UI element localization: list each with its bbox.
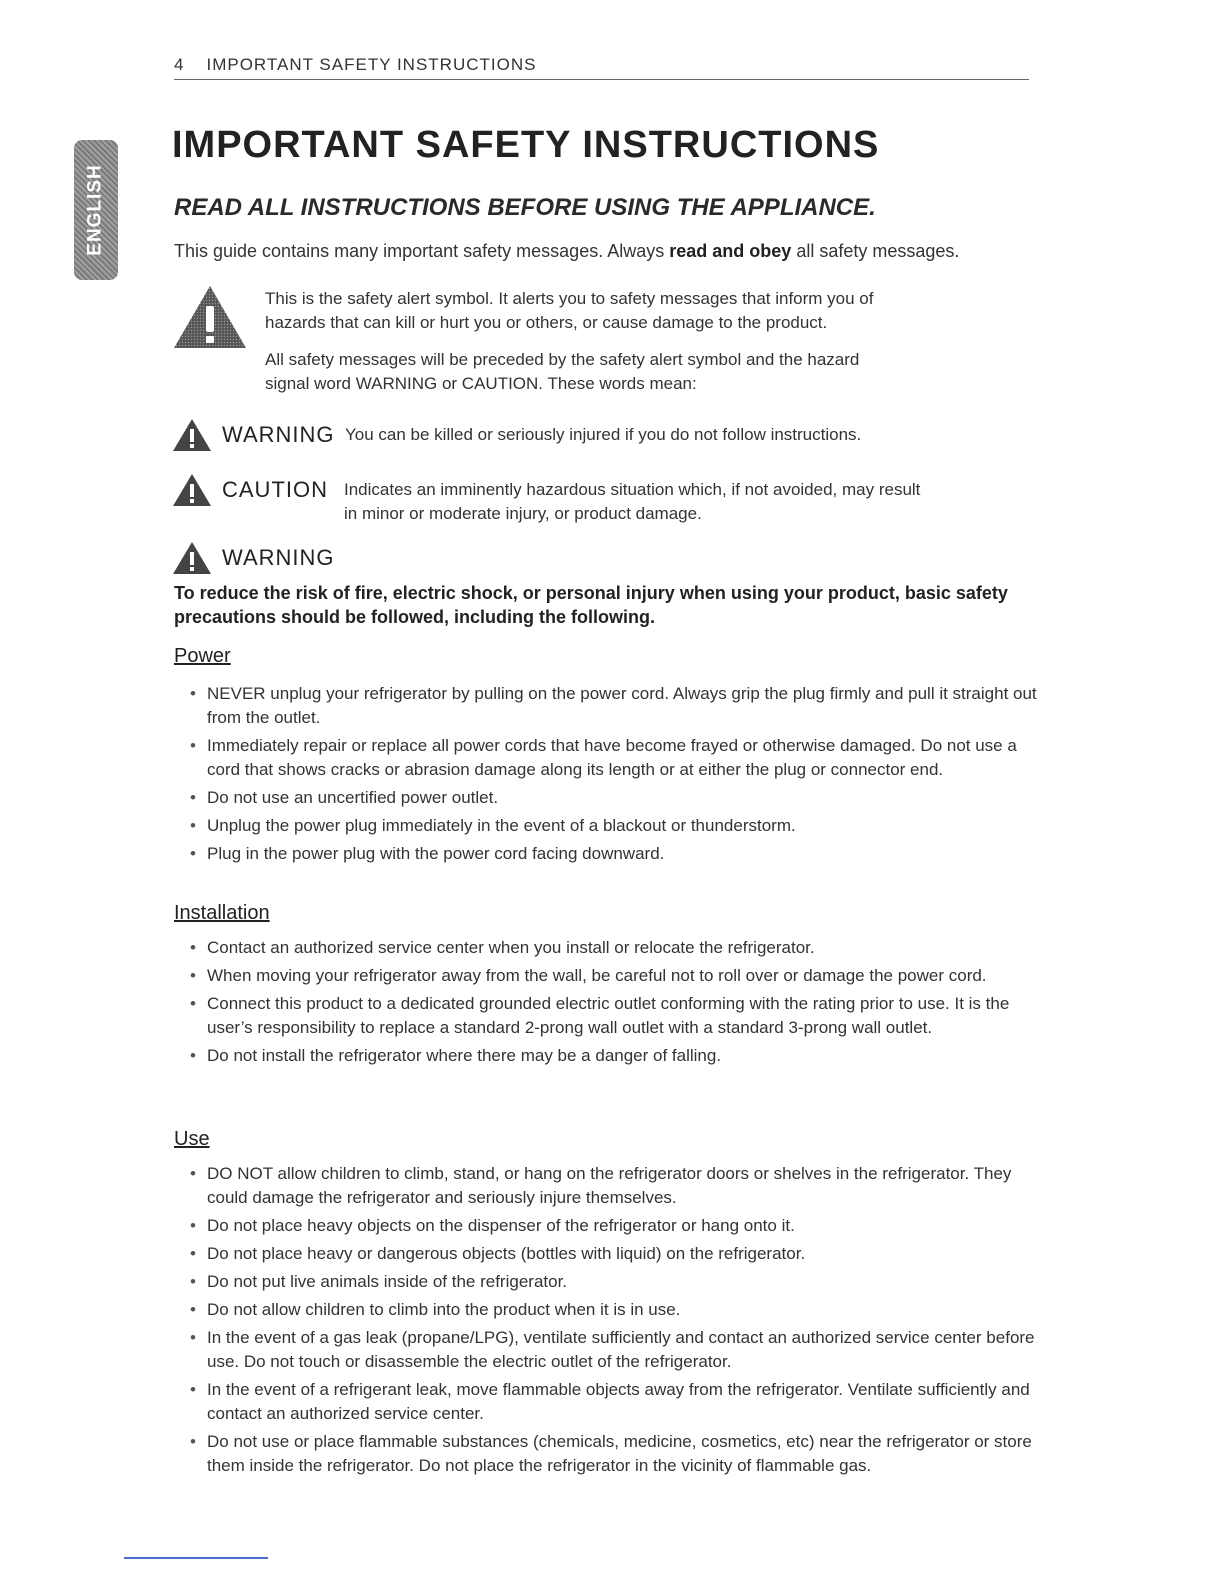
intro-bold: read and obey: [669, 241, 792, 261]
section-title-use: Use: [174, 1128, 210, 1150]
warning-word: WARNING: [222, 422, 335, 447]
list-item: • Unplug the power plug immediately in the event of a blackout or thunderstorm.: [190, 814, 1040, 838]
list-item: • In the event of a gas leak (propane/LPG), ventilate sufficiently and contact an authorized service center before use. Do not touch or disassemble the electric outlet of the refrigerator.: [190, 1326, 1040, 1374]
warning-icon: [172, 418, 212, 452]
list-item: • NEVER unplug your refrigerator by pulling on the power cord. Always grip the plug firmly and pull it straight out from the outlet.: [190, 682, 1040, 730]
intro-text: [174, 241, 959, 262]
list-item: • Do not place heavy or dangerous objects (bottles with liquid) on the refrigerator.: [190, 1242, 1040, 1266]
list-item: • Do not install the refrigerator where there may be a danger of falling.: [190, 1044, 1040, 1068]
page-header: [174, 55, 1029, 80]
list-item: • Do not allow children to climb into the product when it is in use.: [190, 1298, 1040, 1322]
warning-paragraph: To reduce the risk of fire, electric shock, or personal injury when using your product, basic safety precautions should be followed, including the following.: [174, 583, 1008, 627]
installation-list: [190, 936, 1040, 1072]
section-title-power: Power: [174, 645, 231, 667]
footer-divider: [124, 1557, 268, 1559]
page-title: IMPORTANT SAFETY INSTRUCTIONS: [172, 124, 880, 166]
safety-alert-icon: [172, 284, 248, 350]
warning-heading: WARNING: [222, 545, 335, 570]
list-item: • Connect this product to a dedicated grounded electric outlet conforming with the rating prior to use. It is the user’s responsibility to replace a standard 2-prong wall outlet with a standard 3-prong wall outlet.: [190, 992, 1040, 1040]
header-title: IMPORTANT SAFETY INSTRUCTIONS: [206, 55, 537, 74]
language-tab-label: ENGLISH: [85, 164, 107, 256]
list-item: • Contact an authorized service center when you install or relocate the refrigerator.: [190, 936, 1040, 960]
warning-icon: [172, 541, 212, 575]
list-item: • Plug in the power plug with the power cord facing downward.: [190, 842, 1040, 866]
caution-icon: [172, 473, 212, 507]
caution-word: CAUTION: [222, 477, 328, 502]
page-subtitle: READ ALL INSTRUCTIONS BEFORE USING THE APPLIANCE.: [174, 194, 876, 221]
section-title-installation: Installation: [174, 902, 270, 924]
alert-symbol-desc: [265, 287, 1025, 335]
list-item: • Do not place heavy objects on the dispenser of the refrigerator or hang onto it.: [190, 1214, 1040, 1238]
power-list: [190, 682, 1040, 870]
intro-before: This guide contains many important safety messages. Always: [174, 241, 665, 261]
alert-line-3: All safety messages will be preceded by the safety alert symbol and the hazard: [265, 350, 860, 369]
use-list: [190, 1162, 1040, 1482]
caution-desc: [344, 478, 1044, 526]
list-item: • In the event of a refrigerant leak, move flammable objects away from the refrigerator. Ventilate sufficiently and contact an authorized service center.: [190, 1378, 1040, 1426]
warning-desc: You can be killed or seriously injured if you do not follow instructions.: [345, 425, 862, 444]
alert-line-1: This is the safety alert symbol. It alerts you to safety messages that inform you of: [265, 289, 874, 308]
list-item: • When moving your refrigerator away from the wall, be careful not to roll over or damage the power cord.: [190, 964, 1040, 988]
language-tab: [74, 140, 118, 280]
caution-desc-line-1: Indicates an imminently hazardous situation which, if not avoided, may result: [344, 480, 921, 499]
alert-symbol-desc-2: [265, 348, 1025, 396]
intro-after: all safety messages.: [796, 241, 960, 261]
list-item: • Do not use or place flammable substances (chemicals, medicine, cosmetics, etc) near the refrigerator or store them inside the refrigerator. Do not place the refrigerator in the vicinity of flammable gas.: [190, 1430, 1040, 1478]
page-number: 4: [174, 55, 185, 74]
alert-line-4: signal word WARNING or CAUTION. These words mean:: [265, 374, 697, 393]
caution-desc-line-2: in minor or moderate injury, or product damage.: [344, 504, 702, 523]
list-item: • Immediately repair or replace all power cords that have become frayed or otherwise damaged. Do not use a cord that shows cracks or abrasion damage along its length or at either the plug or connector end.: [190, 734, 1040, 782]
list-item: • Do not put live animals inside of the refrigerator.: [190, 1270, 1040, 1294]
alert-line-2: hazards that can kill or hurt you or others, or cause damage to the product.: [265, 313, 828, 332]
list-item: • DO NOT allow children to climb, stand, or hang on the refrigerator doors or shelves in the refrigerator. They could damage the refrigerator and seriously injure themselves.: [190, 1162, 1040, 1210]
list-item: • Do not use an uncertified power outlet.: [190, 786, 1040, 810]
